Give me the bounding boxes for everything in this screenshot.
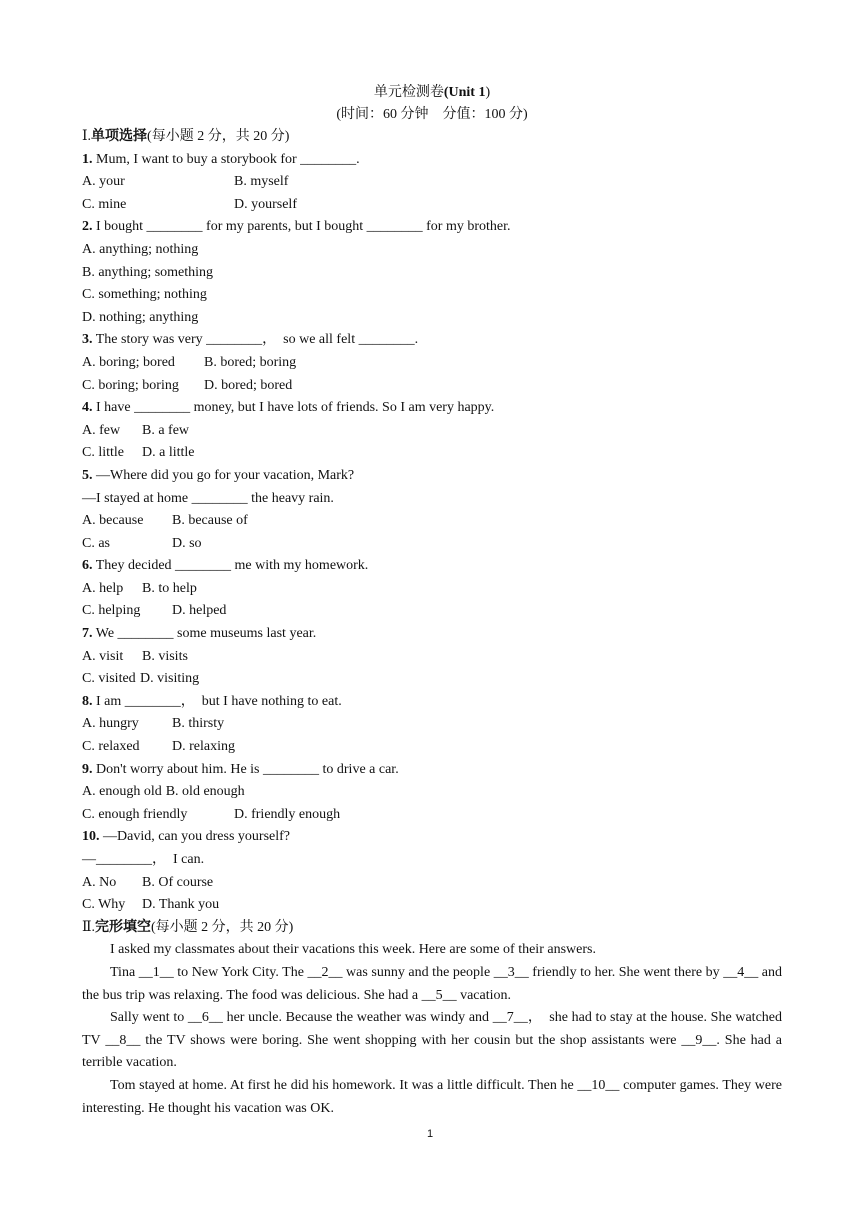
page-number: 1 xyxy=(426,1128,434,1140)
passage-text: ， she had to stay at the house. She watched TV xyxy=(82,1010,782,1048)
question-7-options-row-2 xyxy=(82,668,782,691)
option-c: C. little xyxy=(82,445,124,461)
option-c: C. visited xyxy=(82,671,136,687)
question-1-stem xyxy=(82,149,782,172)
question-8-options-row-1 xyxy=(82,713,782,736)
option-b: B. old enough xyxy=(165,784,245,800)
passage-text: to New York City. The xyxy=(173,964,308,980)
option-b: B. myself xyxy=(234,174,289,190)
option-d: D. bored; bored xyxy=(204,377,293,393)
question-4-options-row-1 xyxy=(82,420,782,443)
option-d: D. visiting xyxy=(140,671,200,687)
question-2-stem xyxy=(82,216,782,239)
question-text: The story was very ________， so we all felt ________. xyxy=(95,332,419,348)
section-1-note: (每小题 2 分，共 20 分) xyxy=(147,129,290,144)
question-text: —David, can you dress yourself? xyxy=(103,829,291,845)
question-4-stem xyxy=(82,397,782,420)
question-9-options-row-1 xyxy=(82,781,782,804)
section-2-roman: Ⅱ. xyxy=(82,919,96,935)
passage-text: the TV shows were boring. She went shopping with her cousin but the shop assistants were xyxy=(140,1032,682,1048)
section-1-heading xyxy=(82,126,782,149)
question-number: 6. xyxy=(82,558,93,574)
option-d: D. nothing; anything xyxy=(82,309,199,325)
option-c: C. Why xyxy=(82,897,126,913)
cloze-blank-5: __5__ xyxy=(421,987,457,1003)
cloze-blank-4: __4__ xyxy=(723,964,759,980)
question-5-stem-line-2: —I stayed at home ________ the heavy rain. xyxy=(82,490,334,506)
question-7-stem xyxy=(82,623,782,646)
question-text: I bought ________ for my parents, but I bought ________ for my brother. xyxy=(96,219,511,235)
question-text: I am ________， but I have nothing to eat. xyxy=(96,693,342,709)
passage-text: . She had a terrible vacation. xyxy=(82,1032,782,1071)
section-2-title: 完形填空 xyxy=(95,919,152,935)
option-a: A. boring; bored xyxy=(82,354,175,370)
question-text: We ________ some museums last year. xyxy=(95,626,317,642)
option-a: A. enough old xyxy=(82,784,162,800)
question-text: Don't worry about him. He is ________ to drive a car. xyxy=(96,761,399,777)
question-10-stem xyxy=(82,826,782,849)
question-text: I have ________ money, but I have lots of friends. So I am very happy. xyxy=(96,400,495,416)
cloze-blank-3: __3__ xyxy=(493,964,529,980)
cloze-blank-10: __10__ xyxy=(577,1077,620,1093)
question-10-options-row-1 xyxy=(82,872,782,895)
question-5-options-row-2 xyxy=(82,533,782,556)
question-number: 8. xyxy=(82,693,93,709)
cloze-blank-1: __1__ xyxy=(138,964,174,980)
passage-paragraph-1: I asked my classmates about their vacations this week. Here are some of their answers. xyxy=(110,942,596,958)
option-a: A. hungry xyxy=(82,716,139,732)
passage-paragraph-2 xyxy=(82,962,782,1007)
section-2-heading xyxy=(82,917,782,940)
option-c: C. relaxed xyxy=(82,739,140,755)
option-b: B. anything; something xyxy=(82,264,214,280)
exam-title xyxy=(82,82,782,104)
option-b: B. to help xyxy=(142,580,197,596)
option-a: A. your xyxy=(82,174,125,190)
question-8-options-row-2 xyxy=(82,736,782,759)
question-1-options-row-1 xyxy=(82,171,782,194)
question-6-options-row-1 xyxy=(82,578,782,601)
option-a: A. few xyxy=(82,422,121,438)
option-d: D. yourself xyxy=(234,196,297,212)
question-text: —Where did you go for your vacation, Mark? xyxy=(96,467,355,483)
question-3-options-row-2 xyxy=(82,375,782,398)
cloze-blank-2: __2__ xyxy=(307,964,343,980)
passage-text: vacation. xyxy=(456,987,511,1003)
option-c: C. enough friendly xyxy=(82,806,188,822)
question-number: 5. xyxy=(82,467,93,483)
question-10-options-row-2 xyxy=(82,894,782,917)
cloze-blank-7: __7__ xyxy=(492,1010,528,1026)
cloze-blank-9: __9__ xyxy=(681,1032,717,1048)
question-5-stem xyxy=(82,465,782,488)
passage-text: and the bus trip was relaxing. The food was delicious. She had a xyxy=(82,964,782,1003)
question-10-stem-line-2: —________， I can. xyxy=(82,852,205,867)
passage-text: Tina xyxy=(110,964,139,980)
exam-content xyxy=(82,82,782,1120)
title-chinese: 单元检测卷 xyxy=(373,85,444,100)
option-d: D. Thank you xyxy=(142,897,220,913)
question-9-stem xyxy=(82,759,782,782)
passage-text: her uncle. Because the weather was windy and xyxy=(222,1010,493,1026)
passage-text: Sally went to xyxy=(110,1010,188,1026)
option-b: B. Of course xyxy=(142,874,214,890)
option-d: D. friendly enough xyxy=(234,806,341,822)
passage-text: was sunny and the people xyxy=(342,964,494,980)
title-close: ) xyxy=(485,85,491,100)
option-d: D. so xyxy=(172,535,202,551)
question-6-options-row-2 xyxy=(82,600,782,623)
section-2-note: (每小题 2 分，共 20 分) xyxy=(151,919,294,935)
question-number: 9. xyxy=(82,761,93,777)
option-d: D. helped xyxy=(172,603,227,619)
exam-subtitle: (时间：60 分钟 分值：100 分) xyxy=(336,107,528,122)
question-4-options-row-2 xyxy=(82,442,782,465)
question-text: They decided ________ me with my homework. xyxy=(95,558,369,574)
section-1-title: 单项选择 xyxy=(91,129,148,144)
question-text: Mum, I want to buy a storybook for ________. xyxy=(96,151,360,167)
option-b: B. a few xyxy=(142,422,190,438)
title-unit: (Unit 1 xyxy=(443,85,486,100)
question-number: 1. xyxy=(82,151,93,167)
section-1-roman: Ⅰ. xyxy=(82,129,92,144)
question-number: 7. xyxy=(82,626,93,642)
option-b: B. bored; boring xyxy=(204,354,297,370)
option-b: B. because of xyxy=(172,513,248,529)
question-7-options-row-1 xyxy=(82,646,782,669)
option-c: C. boring; boring xyxy=(82,377,179,393)
question-1-options-row-2 xyxy=(82,194,782,217)
option-d: D. a little xyxy=(142,445,195,461)
passage-paragraph-3 xyxy=(82,1007,782,1075)
option-c: C. as xyxy=(82,535,110,551)
question-number: 4. xyxy=(82,400,93,416)
option-a: A. anything; nothing xyxy=(82,241,199,257)
passage-text: Tom stayed at home. At first he did his homework. It was a little difficult. Then he xyxy=(110,1077,578,1093)
option-a: A. because xyxy=(82,513,144,529)
question-number: 2. xyxy=(82,219,93,235)
question-number: 10. xyxy=(82,829,100,845)
option-b: B. visits xyxy=(142,648,188,664)
cloze-blank-6: __6__ xyxy=(187,1010,223,1026)
passage-text: friendly to her. She went there by xyxy=(528,964,724,980)
question-3-stem xyxy=(82,329,782,352)
option-c: C. something; nothing xyxy=(82,287,207,303)
option-a: A. visit xyxy=(82,648,124,664)
option-a: A. help xyxy=(82,580,124,596)
option-d: D. relaxing xyxy=(172,739,235,755)
question-8-stem xyxy=(82,691,782,714)
option-c: C. helping xyxy=(82,603,141,619)
passage-text: computer games. They were interesting. He thought his vacation was OK. xyxy=(82,1077,782,1116)
option-b: B. thirsty xyxy=(172,716,225,732)
question-number: 3. xyxy=(82,332,93,348)
question-6-stem xyxy=(82,555,782,578)
option-a: A. No xyxy=(82,874,117,890)
option-c: C. mine xyxy=(82,196,127,212)
question-3-options-row-1 xyxy=(82,352,782,375)
question-5-options-row-1 xyxy=(82,510,782,533)
cloze-blank-8: __8__ xyxy=(105,1032,141,1048)
question-9-options-row-2 xyxy=(82,804,782,827)
passage-paragraph-4 xyxy=(82,1075,782,1120)
